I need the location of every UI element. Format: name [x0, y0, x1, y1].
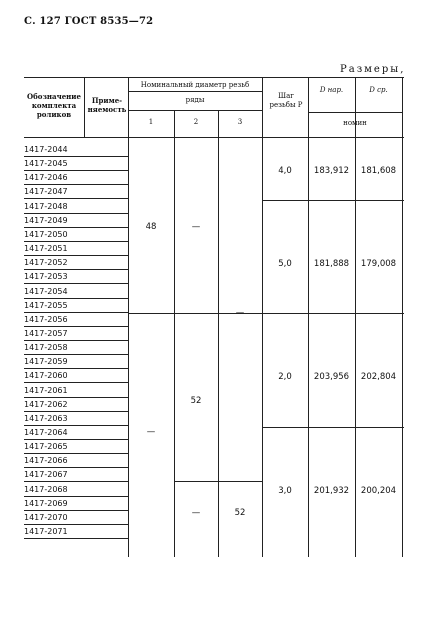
dimensions-label: Размеры,: [340, 64, 406, 75]
page-header: С. 127 ГОСТ 8535—72: [24, 16, 154, 27]
row-designation: 1417-2047: [24, 187, 68, 197]
table-row: [24, 228, 124, 242]
row-designation: 1417-2054: [24, 286, 68, 296]
table-row: [24, 313, 124, 327]
pitch-value: 3,0: [278, 486, 292, 496]
table-row: [24, 341, 124, 355]
table-row: [24, 497, 124, 511]
row-designation: 1417-2058: [24, 343, 68, 353]
header-pitch: Шаг резьбы P: [269, 92, 303, 109]
row-designation: 1417-2050: [24, 229, 68, 239]
table-top-border: [24, 77, 404, 78]
table-header-bottom: [24, 137, 404, 138]
table-row: [24, 157, 124, 171]
table-row: [24, 384, 124, 398]
diameter-row2-dash: —: [191, 508, 201, 518]
table-row: [24, 440, 124, 454]
row-designation: 1417-2046: [24, 173, 68, 183]
table-row: [24, 299, 124, 313]
header-nomin: номин: [343, 119, 367, 127]
pitch-value: 4,0: [278, 166, 292, 176]
row-designation: 1417-2053: [24, 272, 68, 282]
table-row: [24, 214, 124, 228]
row-designation: 1417-2055: [24, 300, 68, 310]
table-row: [24, 355, 124, 369]
table-row: [24, 242, 124, 256]
row-designation: 1417-2066: [24, 456, 68, 466]
diameter-row2-dash: —: [191, 222, 201, 232]
table-row: [24, 285, 124, 299]
dnar-value: 203,956: [313, 372, 350, 382]
dsr-value: 202,804: [360, 372, 397, 382]
header-designation: Обозначение комплекта роликов: [27, 92, 81, 119]
row-designation: 1417-2059: [24, 357, 68, 367]
diameter-row1-value: 48: [145, 222, 157, 232]
diameter-row3-dash: —: [235, 308, 245, 318]
table-row: [24, 369, 124, 383]
dsr-value: 200,204: [360, 486, 397, 496]
diameter-row2-value: 52: [190, 396, 202, 406]
header-row-2: 2: [193, 118, 199, 126]
row-designation: 1417-2051: [24, 244, 68, 254]
row-designation: 1417-2060: [24, 371, 68, 381]
row-designation: 1417-2048: [24, 201, 68, 211]
row-designation: 1417-2049: [24, 215, 68, 225]
row-designation: 1417-2062: [24, 399, 68, 409]
header-dsr: D ср.: [369, 86, 388, 94]
table-row: [24, 200, 124, 214]
row-designation: 1417-2052: [24, 258, 68, 268]
diameter-row3-value: 52: [234, 508, 246, 518]
table-row: [24, 511, 124, 525]
table-row: [24, 270, 124, 284]
header-applicability: Приме-няемость: [87, 96, 127, 114]
table-row: [24, 525, 124, 539]
row-designation: 1417-2070: [24, 512, 68, 522]
row-designation: 1417-2056: [24, 314, 68, 324]
table-row: [24, 468, 124, 482]
header-row-3: 3: [237, 118, 243, 126]
row-designation: 1417-2061: [24, 385, 68, 395]
header-nominal-diameter: Номинальный диаметр резьб: [140, 81, 250, 89]
table-row: [24, 327, 124, 341]
row-designation: 1417-2044: [24, 145, 68, 154]
header-row-1: 1: [148, 118, 154, 126]
table-row: [24, 454, 124, 468]
table-row: [24, 171, 124, 185]
pitch-value: 2,0: [278, 372, 292, 382]
table-row: [24, 412, 124, 426]
dsr-value: 179,008: [360, 259, 397, 269]
row-designation: 1417-2069: [24, 498, 68, 508]
dnar-value: 181,888: [313, 259, 350, 269]
table-row: [24, 185, 124, 199]
table-row: [24, 426, 124, 440]
row-designation: 1417-2063: [24, 413, 68, 423]
dnar-value: 183,912: [313, 166, 350, 176]
dnar-value: 201,932: [313, 486, 350, 496]
row-designation: 1417-2064: [24, 428, 68, 437]
row-designation: 1417-2067: [24, 470, 68, 480]
table-row: [24, 256, 124, 270]
row-designation: 1417-2068: [24, 484, 68, 494]
header-dnar: D нар.: [319, 86, 344, 94]
table-row: [24, 398, 124, 412]
dsr-value: 181,608: [360, 166, 397, 176]
row-designation: 1417-2057: [24, 328, 68, 338]
table-row: [24, 143, 124, 157]
diameter-row1-dash: —: [146, 427, 156, 437]
row-designation: 1417-2065: [24, 442, 68, 452]
row-designation: 1417-2045: [24, 159, 68, 169]
pitch-value: 5,0: [278, 259, 292, 269]
table-row: [24, 483, 124, 497]
row-designation: 1417-2071: [24, 527, 68, 537]
header-rows: ряды: [185, 96, 205, 104]
